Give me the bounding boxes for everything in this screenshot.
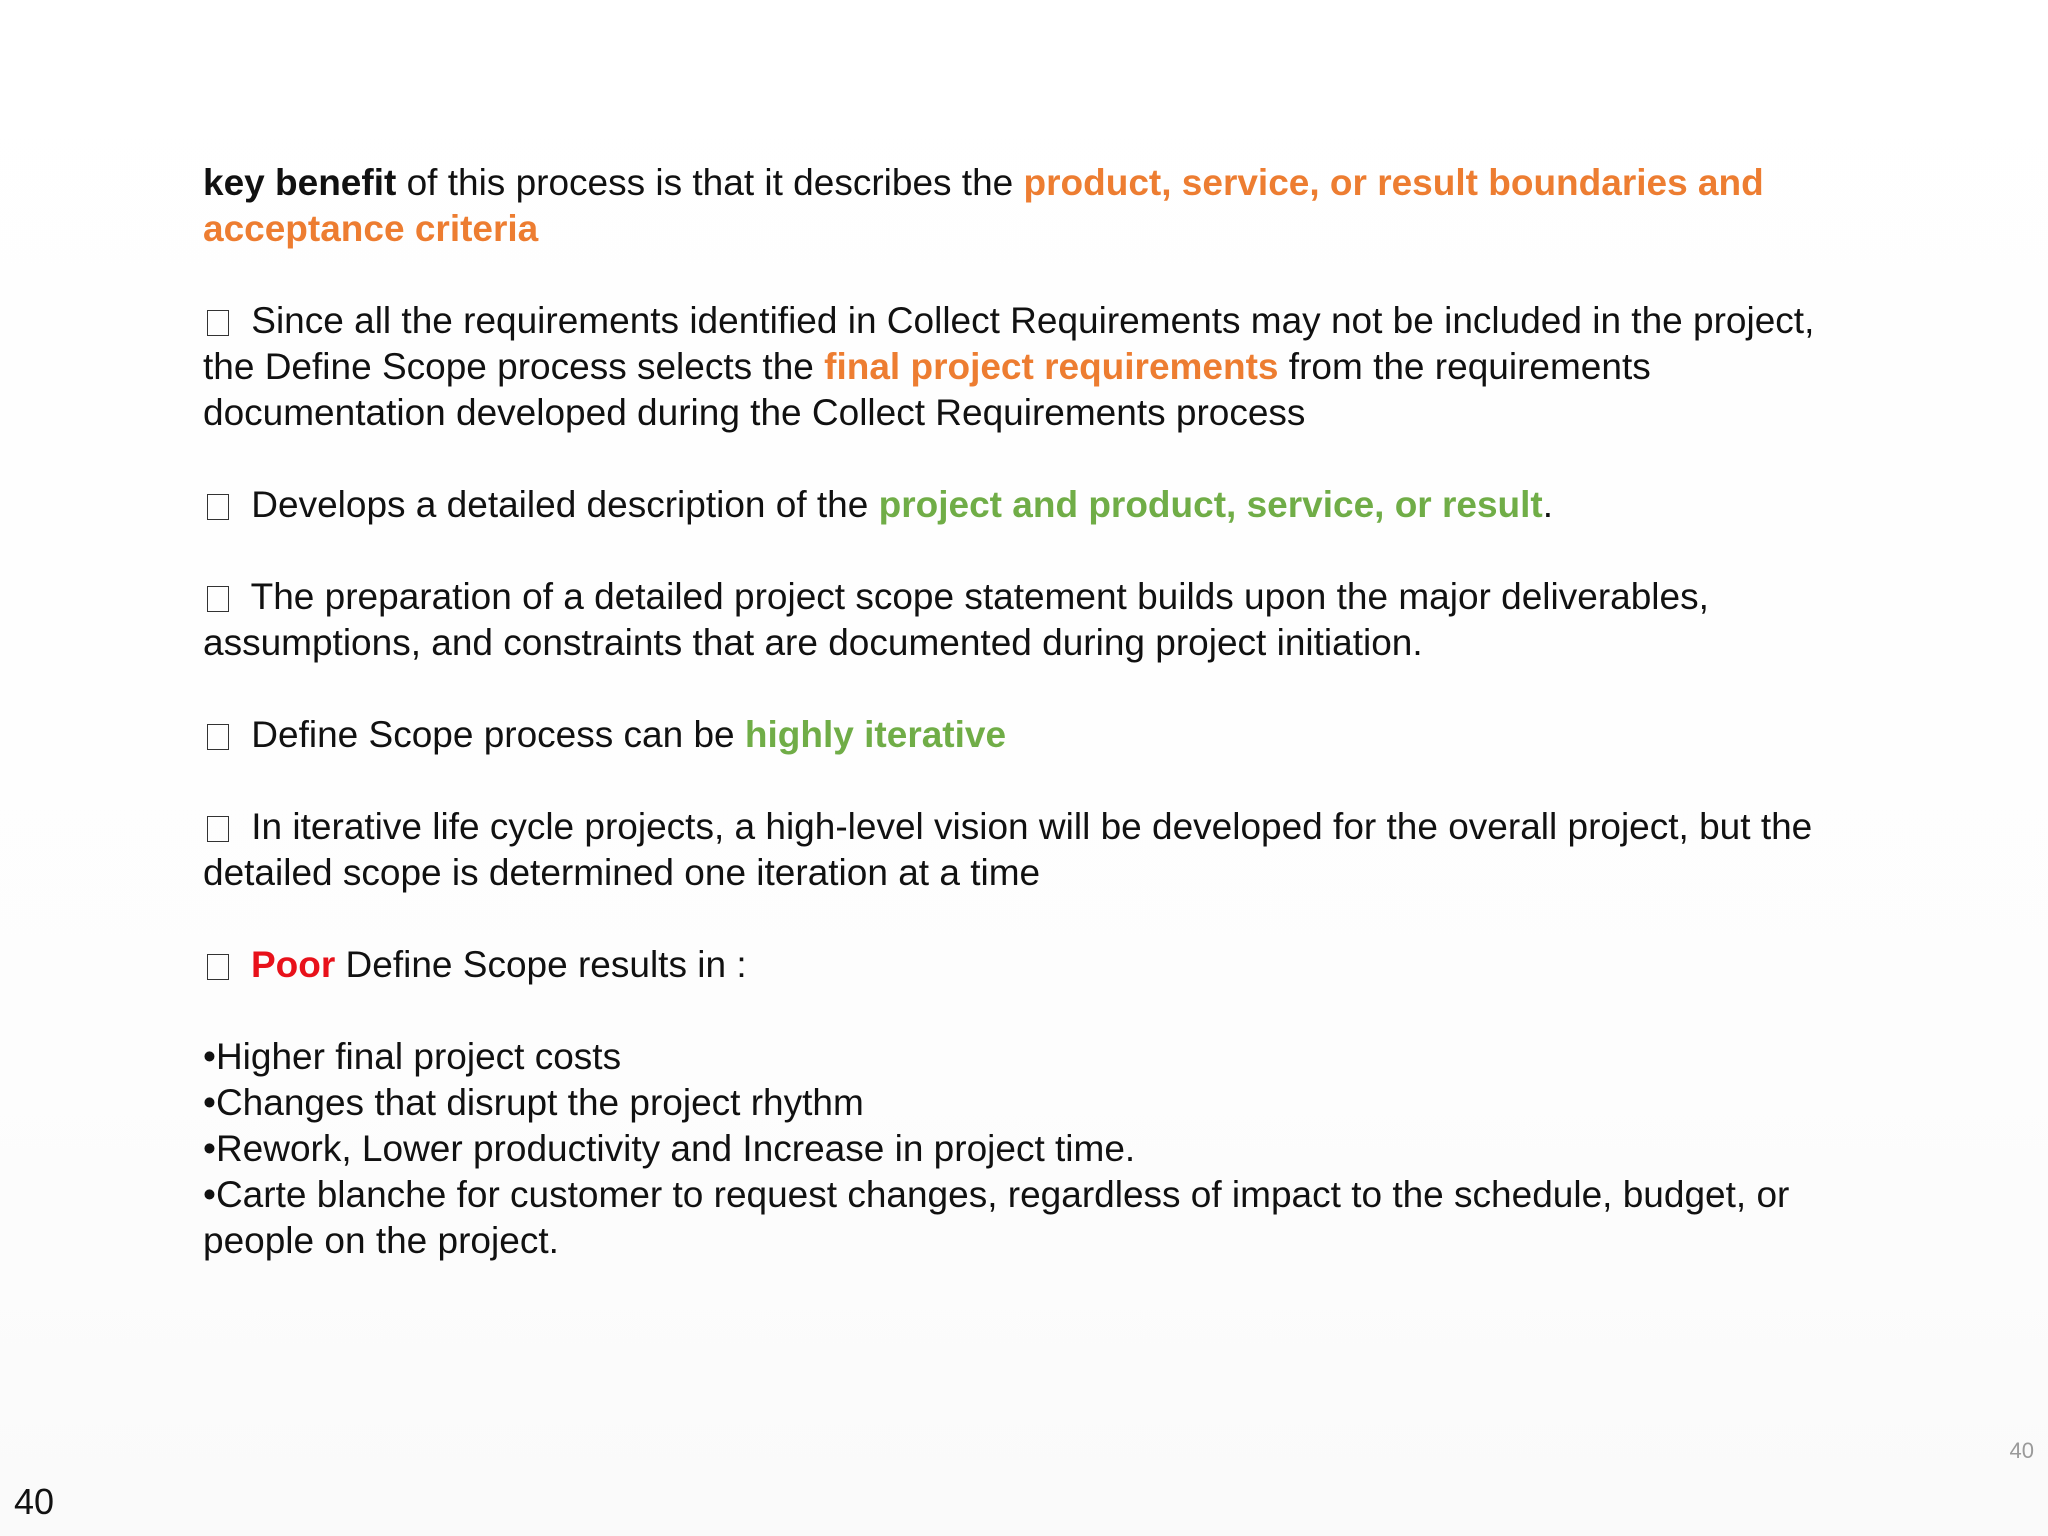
key-benefit-label: key benefit: [203, 162, 397, 203]
point-highlight: highly iterative: [744, 714, 1007, 755]
list-item: •Carte blanche for customer to request changes, regardless of impact to the schedule, budget, or people on the project.: [203, 1174, 1790, 1261]
point-text: Define Scope process can be: [241, 714, 745, 755]
missing-glyph-box-icon: [207, 494, 229, 520]
point-text: In iterative life cycle projects, a high-level vision will be developed for the overall project, but the detailed scope is determined one iteration at a time: [203, 806, 1813, 893]
slide-content: [203, 160, 1843, 1264]
point-poor-define-scope: [203, 942, 1843, 988]
key-benefit-highlight: product, service, or result boundaries and acceptance criteria: [203, 162, 1764, 249]
slide-page-number: 40: [2009, 1438, 2034, 1463]
point-highly-iterative: [203, 712, 1843, 758]
key-benefit-text: of this process is that it describes the: [396, 162, 1024, 203]
missing-glyph-box-icon: [207, 816, 229, 842]
list-item: •Changes that disrupt the project rhythm: [203, 1082, 864, 1123]
list-item: •Higher final project costs: [203, 1036, 622, 1077]
missing-glyph-box-icon: [207, 586, 229, 612]
poor-label: Poor: [251, 944, 336, 985]
point-text: .: [1542, 484, 1554, 525]
missing-glyph-box-icon: [207, 310, 229, 336]
point-iterative-life-cycle: [203, 804, 1843, 896]
page-number: 40: [14, 1481, 55, 1522]
point-text: Develops a detailed description of the: [241, 484, 879, 525]
missing-glyph-box-icon: [207, 724, 229, 750]
point-highlight: project and product, service, or result: [878, 484, 1543, 525]
missing-glyph-box-icon: [207, 954, 229, 980]
key-benefit-paragraph: [203, 160, 1843, 252]
list-item: •Rework, Lower productivity and Increase in project time.: [203, 1128, 1136, 1169]
poor-scope-results-list: [203, 1034, 1843, 1264]
point-highlight: final project requirements: [824, 346, 1279, 387]
point-text: The preparation of a detailed project scope statement builds upon the major deliverables, assumptions, and constraints that are documented during project initiation.: [203, 576, 1709, 663]
point-text: from the requirements documentation developed during the Collect Requirements process: [203, 346, 1651, 433]
point-detailed-description: [203, 482, 1843, 528]
point-text: Define Scope results in :: [335, 944, 747, 985]
point-final-requirements: [203, 298, 1843, 436]
point-text: Since all the requirements identified in Collect Requirements may not be included in the project, the Define Scope process selects the: [203, 300, 1815, 387]
point-scope-statement: [203, 574, 1843, 666]
